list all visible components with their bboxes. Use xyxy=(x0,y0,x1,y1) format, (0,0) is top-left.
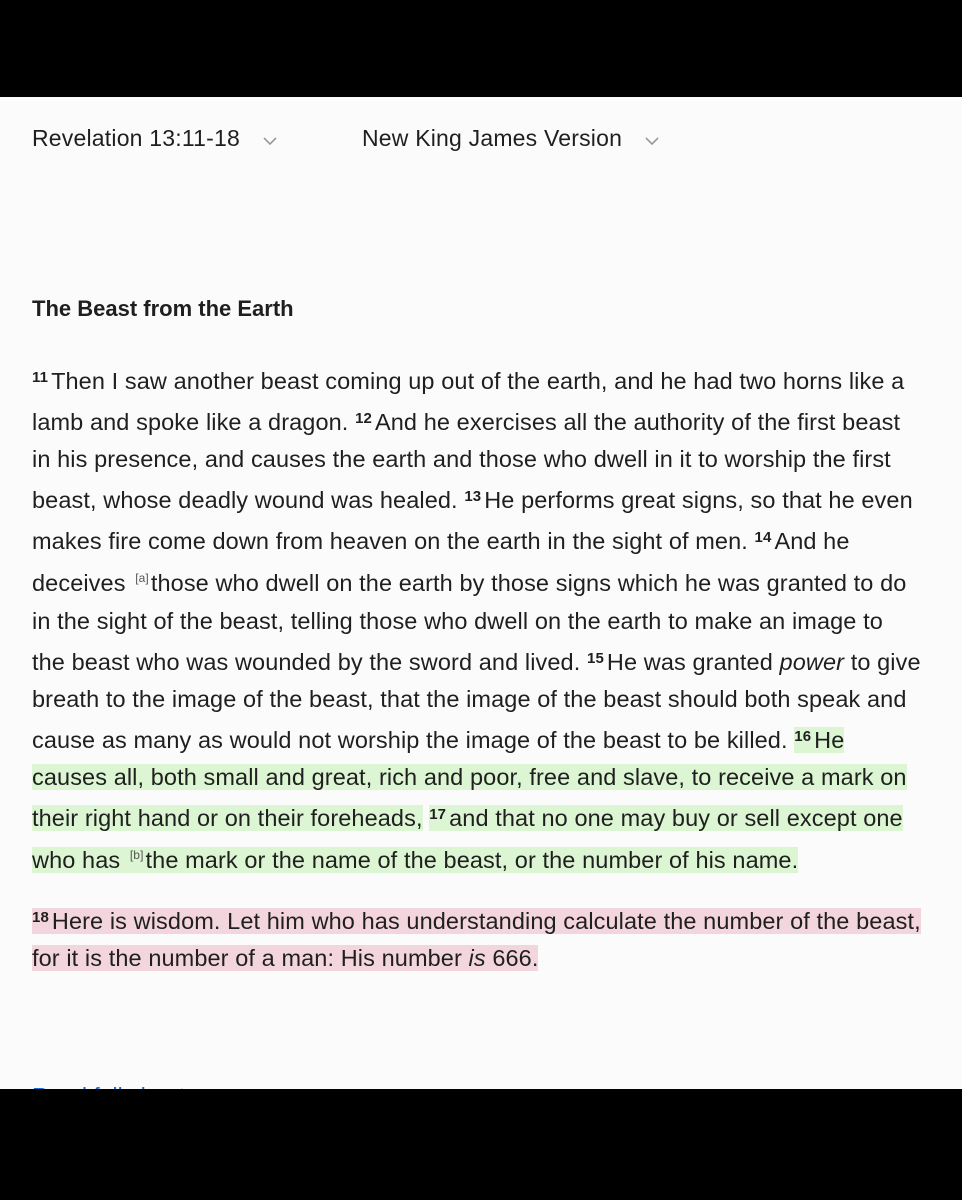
verse-number: 11 xyxy=(32,369,49,386)
verse-text: And he exercises all the authority of the first beast in his presence, and causes the earth and those who dwell in it to worship the first beast, whose deadly wound was healed. xyxy=(32,409,901,514)
verse-number: 13 xyxy=(464,488,482,506)
verse-number: 14 xyxy=(754,529,772,547)
italic-word: power xyxy=(779,648,845,675)
verse-text: to give breath to the image of the beast, that the image of the beast should both speak and cause as many as would not worship the image of the beast to be killed. xyxy=(32,648,921,753)
paragraph xyxy=(32,359,922,879)
verse-text: And he deceives xyxy=(32,528,850,597)
chevron-down-icon xyxy=(644,125,660,152)
version-label: New King James Version xyxy=(362,125,623,151)
verse-text: He performs great signs, so that he even makes fire come down from heaven on the earth in the sight of men. xyxy=(32,487,913,555)
verse-number: 12 xyxy=(355,410,372,428)
passage-text xyxy=(32,359,922,977)
paragraph xyxy=(32,899,922,977)
verse-text: Here is wisdom. Let him who has understanding calculate the number of the beast, for it is the number of a man: His number xyxy=(32,908,921,972)
verse-text: Then I saw another beast coming up out of the earth, and he had two horns like a lamb and spoke like a dragon. xyxy=(32,368,905,436)
reference-label: Revelation 13:11-18 xyxy=(32,125,240,151)
verse-number: 16 xyxy=(794,727,812,745)
footnote-link[interactable]: [a] xyxy=(135,571,149,586)
verse-text: and that no one may buy or sell except one who has xyxy=(32,805,903,874)
verse-18-highlighted[interactable] xyxy=(32,908,921,971)
verse-text: He was granted xyxy=(606,648,773,675)
verse-number: 18 xyxy=(32,909,49,927)
reference-selector[interactable] xyxy=(32,125,278,152)
verse-text: 666. xyxy=(492,945,539,972)
verse-text: the mark or the name of the beast, or the number of his name. xyxy=(145,847,799,874)
verse-text: He causes all, both small and great, rich and poor, free and slave, to receive a mark on their right hand or on their foreheads, xyxy=(32,726,907,832)
verse-number: 17 xyxy=(429,806,447,824)
section-heading: The Beast from the Earth xyxy=(32,296,294,321)
version-selector[interactable] xyxy=(362,125,660,152)
verse-text: those who dwell on the earth by those signs which he was granted to do in the sight of the beast, telling those who dwell on the earth to make an image to the beast who was wounded by the sword and lived. xyxy=(32,570,907,675)
verse-number: 15 xyxy=(587,649,604,667)
italic-word: is xyxy=(468,945,486,972)
bible-screen xyxy=(0,97,962,1089)
footnote-link[interactable]: [b] xyxy=(129,848,144,863)
bottom-black-bar xyxy=(0,1089,962,1200)
chevron-down-icon xyxy=(262,125,278,152)
